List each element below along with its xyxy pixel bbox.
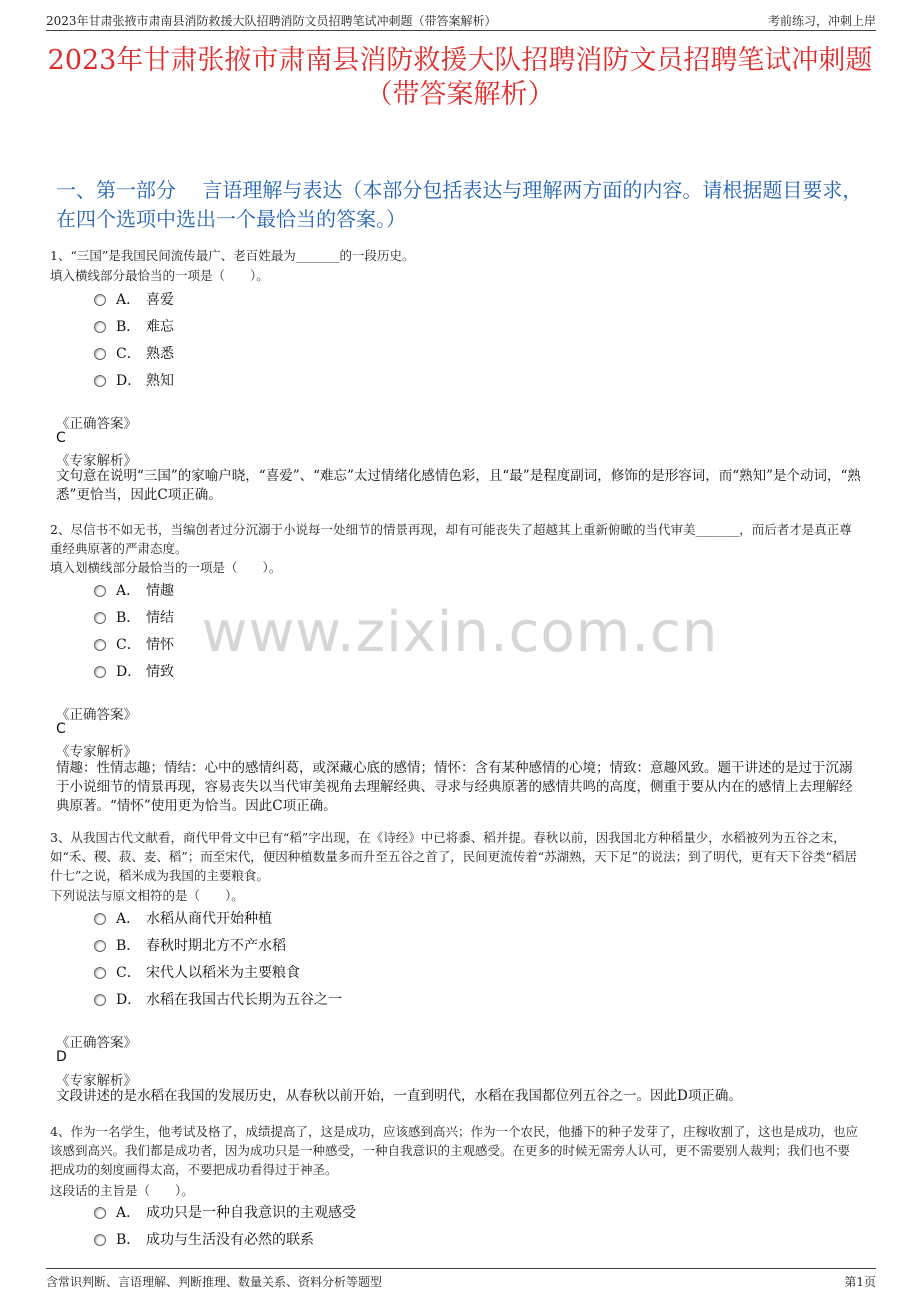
option-key: A．	[116, 292, 141, 308]
question-1-stem: 1、“三国”是我国民间流传最广、老百姓最为_______的一段历史。	[50, 248, 415, 263]
footer-question-types: 含常识判断、言语理解、判断推理、数量关系、资料分析等题型	[46, 1275, 383, 1289]
radio-icon[interactable]	[94, 1234, 106, 1246]
option-text: 熟悉	[146, 346, 174, 362]
question-1-option-d[interactable]	[94, 370, 174, 390]
radio-icon[interactable]	[94, 913, 106, 925]
option-key: D．	[116, 664, 142, 680]
radio-icon[interactable]	[94, 321, 106, 333]
option-key: A．	[116, 911, 141, 927]
question-1-explanation: 文句意在说明“三国”的家喻户晓，“喜爱”、“难忘”太过情绪化感情色彩，且“最”是程度副词，修饰的是形容词，而“熟知”是个动词，“熟悉”更恰当，因此C项正确。	[56, 468, 861, 503]
question-2-answer-label: 《正确答案》	[56, 707, 137, 723]
question-1-prompt: 填入横线部分最恰当的一项是（ ）。	[50, 268, 269, 283]
question-3-prompt: 下列说法与原文相符的是（ ）。	[50, 888, 244, 903]
option-key: B．	[116, 319, 141, 335]
question-1-option-a[interactable]	[94, 289, 174, 309]
section-heading: 一、第一部分 言语理解与表达（本部分包括表达与理解两方面的内容。请根据题目要求，在四个选项中选出一个最恰当的答案。）	[56, 178, 863, 231]
option-text: 喜爱	[146, 292, 174, 308]
option-key: C．	[116, 637, 141, 653]
option-key: A．	[116, 1205, 141, 1221]
question-2-option-a[interactable]	[94, 580, 174, 600]
option-key: B．	[116, 610, 141, 626]
radio-icon[interactable]	[94, 294, 106, 306]
question-2-stem: 2、尽信书不如无书，当编创者过分沉溺于小说每一处细节的情景再现，却有可能丧失了超越其上重新俯瞰的当代审美_______，而后者才是真正尊重经典原著的严肃态度。	[50, 522, 852, 556]
question-3-explanation: 文段讲述的是水稻在我国的发展历史，从春秋以前开始，一直到明代，水稻在我国都位列五谷之一。因此D项正确。	[56, 1088, 742, 1104]
question-4-prompt: 这段话的主旨是（ ）。	[50, 1183, 194, 1198]
question-2-explanation: 情趣：性情志趣；情结：心中的感情纠葛，或深藏心底的感情；情怀：含有某种感情的心境；情致：意趣风致。题干讲述的是过于沉溺于小说细节的情景再现，容易丧失以当代审美视角去理解经典、寻求与经典原著的感情共鸣的高度，侧重于要从内在的感情上去理解经典原著。“情怀”使用更为恰当。因此C项正确。	[56, 760, 853, 814]
option-text: 水稻从商代开始种植	[146, 911, 272, 927]
question-1-option-b[interactable]	[94, 316, 174, 336]
page-footer	[46, 1268, 876, 1291]
question-2-prompt: 填入划横线部分最恰当的一项是（ ）。	[50, 560, 282, 575]
option-key: D．	[116, 373, 142, 389]
radio-icon[interactable]	[94, 1207, 106, 1219]
question-2-explanation-label: 《专家解析》	[56, 744, 137, 760]
option-key: B．	[116, 1232, 141, 1248]
page-number: 第1页	[844, 1275, 876, 1289]
option-text: 春秋时期北方不产水稻	[146, 938, 286, 954]
header-doc-title: 2023年甘肃张掖市肃南县消防救援大队招聘消防文员招聘笔试冲刺题（带答案解析）	[46, 14, 497, 28]
question-3-answer-label: 《正确答案》	[56, 1035, 137, 1051]
option-text: 水稻在我国古代长期为五谷之一	[146, 992, 342, 1008]
question-3-explanation-label: 《专家解析》	[56, 1073, 137, 1089]
question-2-answer: C	[56, 721, 66, 737]
question-2-option-d[interactable]	[94, 661, 174, 681]
radio-icon[interactable]	[94, 612, 106, 624]
option-text: 情结	[146, 610, 174, 626]
question-4-option-b[interactable]	[94, 1229, 314, 1249]
question-4-stem: 4、作为一名学生，他考试及格了，成绩提高了，这是成功，应该感到高兴；作为一个农民，他播下的种子发芽了，庄稼收割了，这也是成功，也应该感到高兴。我们都是成功者，因为成功只是一种感受，一种自我意识的主观感受。在更多的时候无需旁人认可，更不需要别人裁判；我们也不要把成功的刻度画得太高，不要把成功看得过于神圣。	[50, 1124, 858, 1177]
question-1-explanation-label: 《专家解析》	[56, 453, 137, 469]
option-key: C．	[116, 346, 141, 362]
page-title: 2023年甘肃张掖市肃南县消防救援大队招聘消防文员招聘笔试冲刺题（带答案解析）	[47, 45, 873, 110]
option-text: 情趣	[146, 583, 174, 599]
radio-icon[interactable]	[94, 967, 106, 979]
question-2-option-b[interactable]	[94, 607, 174, 627]
option-text: 宋代人以稻米为主要粮食	[146, 965, 300, 981]
radio-icon[interactable]	[94, 940, 106, 952]
question-2-option-c[interactable]	[94, 634, 174, 654]
watermark: www.zixin.com.cn	[201, 600, 719, 665]
option-text: 情怀	[146, 637, 174, 653]
header-slogan: 考前练习，冲刺上岸	[767, 14, 876, 28]
radio-icon[interactable]	[94, 348, 106, 360]
option-key: C．	[116, 965, 141, 981]
option-text: 成功只是一种自我意识的主观感受	[146, 1205, 356, 1221]
question-1-answer: C	[56, 430, 66, 446]
option-key: B．	[116, 938, 141, 954]
option-text: 熟知	[146, 373, 174, 389]
page-header	[46, 10, 876, 31]
question-3-option-b[interactable]	[94, 935, 286, 955]
question-3-option-a[interactable]	[94, 908, 272, 928]
radio-icon[interactable]	[94, 666, 106, 678]
radio-icon[interactable]	[94, 639, 106, 651]
option-text: 难忘	[146, 319, 174, 335]
question-1-answer-label: 《正确答案》	[56, 416, 137, 432]
question-3-stem: 3、从我国古代文献看，商代甲骨文中已有“稻”字出现，在《诗经》中已将黍、稻并提。春秋以前，因我国北方种稻量少，水稻被列为五谷之末，如“禾、稷、菽、麦、稻”；而至宋代，便因种植数量多而升至五谷之首了，民间更流传着“苏湖熟，天下足”的说法；到了明代，更有天下谷类“稻居什七”之说，稻米成为我国的主要粮食。	[50, 830, 857, 883]
question-3-option-c[interactable]	[94, 962, 300, 982]
question-3-answer: D	[56, 1049, 67, 1065]
radio-icon[interactable]	[94, 994, 106, 1006]
option-key: A．	[116, 583, 141, 599]
radio-icon[interactable]	[94, 375, 106, 387]
radio-icon[interactable]	[94, 585, 106, 597]
option-text: 情致	[146, 664, 174, 680]
option-text: 成功与生活没有必然的联系	[146, 1232, 314, 1248]
question-3-option-d[interactable]	[94, 989, 342, 1009]
question-1-option-c[interactable]	[94, 343, 174, 363]
option-key: D．	[116, 992, 142, 1008]
question-4-option-a[interactable]	[94, 1202, 356, 1222]
